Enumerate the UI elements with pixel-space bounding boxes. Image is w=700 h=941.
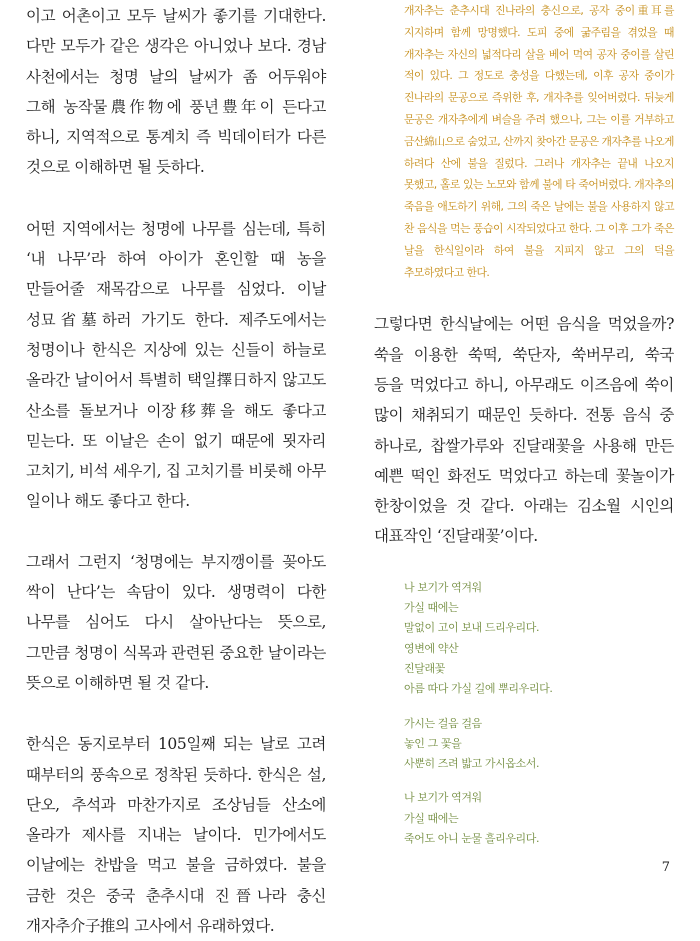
poem-line: 죽어도 아니 눈물 흘리우리다. <box>404 832 540 845</box>
page-number: 7 <box>661 860 670 875</box>
poem-line: 놓인 그 꽃을 <box>404 736 462 750</box>
body-paragraph-1: 이고 어촌이고 모두 날씨가 좋기를 기대한다. 다만 모두가 같은 생각은 아니었나 보다. 경남 사천에서는 청명 날의 날씨가 좀 어두워야 그해 농작물農作物에 풍년豊年이 든다고 하니, 지역적으로 통계치 즉 빅데이터가 다른 것으로 이해하면 될 듯하다. <box>26 7 326 177</box>
poem-line: 영변에 약산 <box>404 641 459 655</box>
poem-line: 나 보기가 역겨워 <box>404 791 482 805</box>
gaejachu-note: 개자추는 춘추시대 진나라의 충신으로, 공자 중이重耳를 지지하며 함께 망명했다. 도피 중에 굶주림을 겪었을 때 개자추는 자신의 넓적다리 살을 베어 먹여 공자 중이를 살린 적이 있다. 그 정도로 충성을 다했는데, 이후 공자 중이가 진나라의 문공으로 즉위한 후, 개자추를 잊어버렸다. 뒤늦게 문공은 개자추에게 벼슬을 주려 했으나, 그는 이를 거부하고 금산綿山으로 숨었고, 산까지 찾아간 문공은 개자추를 나오게 하려다 산에 불을 질렀다. 그러나 개자추는 끝내 나오지 못했고, 홀로 있는 노모와 함께 불에 타 죽어버렸다. 개자추의 죽음을 애도하기 위해, 그의 죽은 날에는 불을 사용하지 않고 찬 음식을 먹는 풍습이 시작되었다고 한다. 그 이후 그가 죽은 날을 한식일이라 하여 불을 지피지 않고 그의 덕을 추모하였다고 한다. <box>404 4 674 279</box>
body-paragraph-4: 한식은 동지로부터 105일째 되는 날로 고려 때부터의 풍속으로 정착된 듯하다. 한식은 설, 단오, 추석과 마찬가지로 조상님들 산소에 올라가 제사를 지내는 날이다. 민가에서도 이날에는 찬밥을 먹고 불을 금하였다. 불을 금한 것은 중국 춘추시대 진晉나라 충신 개자추介子推의 고사에서 유래하였다. <box>26 735 326 936</box>
food-paragraph: 그렇다면 한식날에는 어떤 음식을 먹었을까? 쑥을 이용한 쑥떡, 쑥단자, 쑥버무리, 쑥국 등을 먹었다고 하니, 아무래도 이즈음에 쑥이 많이 채취되기 때문인 듯하다. 전통 음식 중 하나로, 찹쌀가루와 진달래꽃을 사용해 만든 예쁜 떡인 화전도 먹었다고 하는데 꽃놀이가 한창이었을 것 같다. 아래는 김소월 시인의 대표작인 ‘진달래꽃’이다. <box>374 315 674 546</box>
poem-jindallaekkot <box>374 578 674 850</box>
poem-line: 사뿐히 즈려 밟고 가시옵소서. <box>404 757 540 771</box>
poem-line: 나 보기가 역겨워 <box>404 580 482 594</box>
poem-stanza-2 <box>404 714 674 775</box>
poem-line: 아름 따다 가실 길에 뿌리우리다. <box>404 682 553 696</box>
poem-line: 진달래꽃 <box>404 661 445 675</box>
poem-line: 가실 때에는 <box>404 601 459 615</box>
body-paragraph-3: 그래서 그런지 ‘청명에는 부지깽이를 꽂아도 싹이 난다’는 속담이 있다. 생명력이 다한 나무를 심어도 다시 살아난다는 뜻으로, 그만큼 청명이 식목과 관련된 중요한 날이라는 뜻으로 이해하면 될 것 같다. <box>26 552 326 692</box>
poem-line: 가실 때에는 <box>404 811 459 825</box>
body-paragraph-2: 어떤 지역에서는 청명에 나무를 심는데, 특히 ‘내 나무’라 하여 아이가 혼인할 때 농을 만들어줄 재목감으로 나무를 심었다. 이날 성묘省墓하러 가기도 한다. 제주도에서는 청명이나 한식은 지상에 있는 신들이 하늘로 올라간 날이어서 특별히 택일擇日하지 않고도 산소를 돌보거나 이장移葬을 해도 좋다고 믿는다. 또 이날은 손이 없기 때문에 묏자리 고치기, 비석 세우기, 집 고치기를 비롯해 아무 일이나 해도 좋다고 한다. <box>26 219 326 511</box>
right-column <box>374 0 674 849</box>
left-column <box>26 0 326 941</box>
poem-stanza-3 <box>404 788 674 849</box>
poem-line: 가시는 걸음 걸음 <box>404 716 482 730</box>
poem-line: 말없이 고이 보내 드리우리다. <box>404 621 540 635</box>
poem-stanza-1 <box>404 578 674 700</box>
